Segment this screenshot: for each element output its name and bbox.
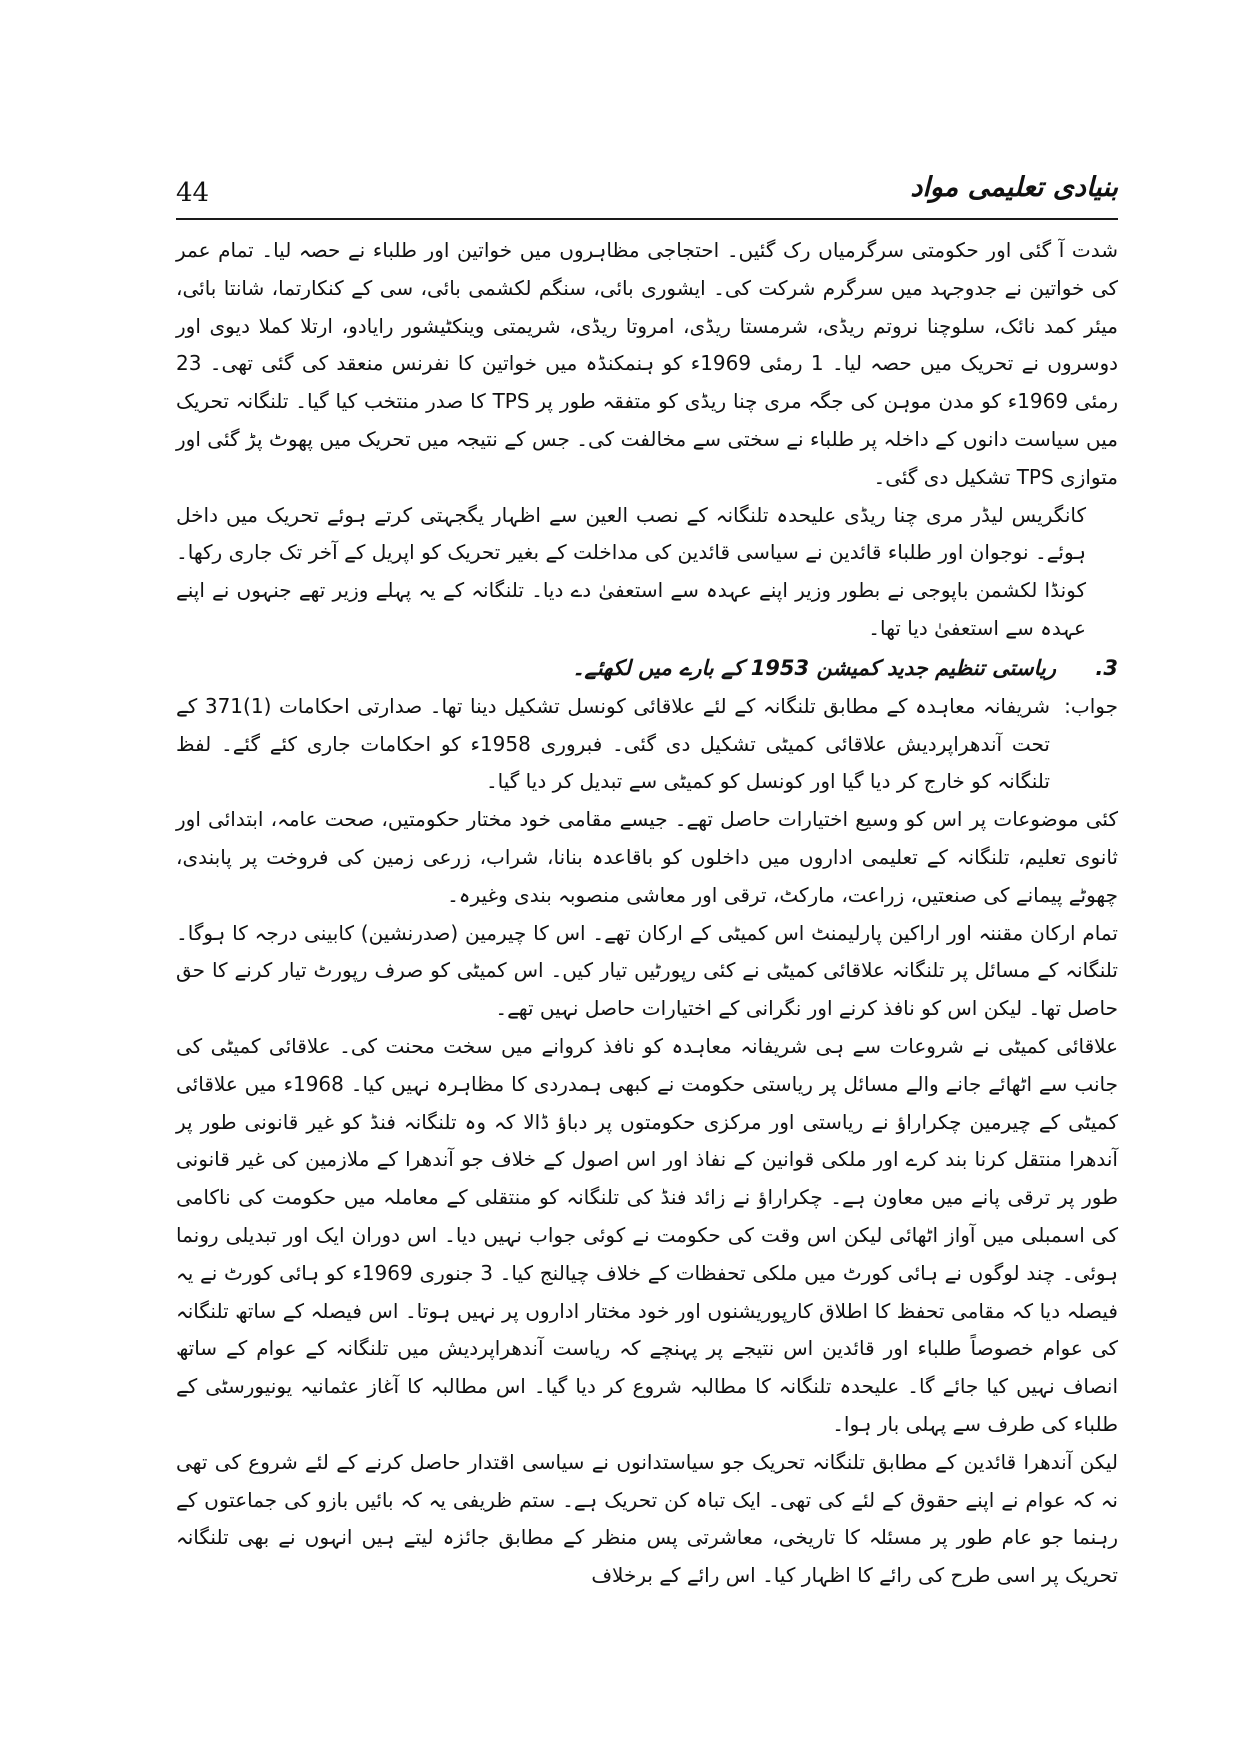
question-number: 3.	[1095, 655, 1118, 680]
answer-label: جواب:	[1064, 693, 1118, 718]
paragraph: کئی موضوعات پر اس کو وسیع اختیارات حاصل تھے۔ جیسے مقامی خود مختار حکومتیں، صحت عامہ، ابتدائی اور ثانوی تعلیم، تلنگانہ کے تعلیمی اداروں میں داخلوں کو باقاعدہ بنانا، شراب، زرعی زمین کی فروخت پر پابندی، چھوٹے پیمانے کی صنعتیں، زراعت، مارکٹ، ترقی اور معاشی منصوبہ بندی وغیرہ۔	[176, 807, 1118, 907]
paragraph: علاقائی کمیٹی نے شروعات سے ہی شریفانہ معاہدہ کو نافذ کروانے میں سخت محنت کی۔ علاقائی کمیٹی کی جانب سے اٹھائے جانے والے مسائل پر ریاستی حکومت نے کبھی ہمدردی کا مظاہرہ نہیں کیا۔ 1968ء میں علاقائی کمیٹی کے چیرمین چکراراؤ نے ریاستی اور مرکزی حکومتوں پر دباؤ ڈالا کہ وہ تلنگانہ فنڈ کو غیر قانونی طور پر آندھرا منتقل کرنا بند کرے اور ملکی قوانین کے نفاذ اور اس اصول کے خلاف جو آندھرا کے ملازمین کی غیر قانونی طور پر ترقی پانے میں معاون ہے۔ چکراراؤ نے زائد فنڈ کی تلنگانہ کو منتقلی کے معاملہ میں حکومت کی ناکامی کی اسمبلی میں آواز اٹھائی لیکن اس وقت کی حکومت نے کوئی جواب نہیں دیا۔ اس دوران ایک اور تبدیلی رونما ہوئی۔ چند لوگوں نے ہائی کورٹ میں ملکی تحفظات کے خلاف چیالنج کیا۔ 3 جنوری 1969ء کو ہائی کورٹ نے یہ فیصلہ دیا کہ مقامی تحفظ کا اطلاق کارپوریشنوں اور خود مختار اداروں پر نہیں ہوتا۔ اس فیصلہ کے ساتھ تلنگانہ کی عوام خصوصاً طلباء اور قائدین اس نتیجے پر پہنچے کہ ریاست آندھراپردیش میں تلنگانہ کے عوام کے ساتھ انصاف نہیں کیا جائے گا۔ علیحدہ تلنگانہ کا مطالبہ شروع کر دیا گیا۔ اس مطالبہ کا آغاز عثمانیہ یونیورسٹی کے طلباء کی طرف سے پہلی بار ہوا۔	[176, 1033, 1118, 1436]
paragraph: شدت آ گئی اور حکومتی سرگرمیاں رک گئیں۔ احتجاجی مظاہروں میں خواتین اور طلباء نے حصہ لیا۔ تمام عمر کی خواتین نے جدوجہد میں سرگرم شرکت کی۔ ایشوری بائی، سنگم لکشمی بائی، سی کے کنکارتما، شانتا بائی، میئر کمد نائک، سلوچنا نروتم ریڈی، شرمستا ریڈی، امروتا ریڈی، شریمتی وینکٹیشور رایادو، ارتلا کملا دیوی اور دوسروں نے تحریک میں حصہ لیا۔ 1 رمئی 1969ء کو ہنمکنڈہ میں خواتین کا نفرنس منعقد کی گئی تھی۔ 23 رمئی 1969ء کو مدن موہن کی جگہ مری چنا ریڈی کو متفقہ طور پر TPS کا صدر منتخب کیا گیا۔ تلنگانہ تحریک میں سیاست دانوں کے داخلہ پر طلباء نے سختی سے مخالفت کی۔ جس کے نتیجہ میں تحریک میں پھوٹ پڑ گئی اور متوازی TPS تشکیل دی گئی۔	[176, 238, 1119, 489]
paragraph: لیکن آندھرا قائدین کے مطابق تلنگانہ تحریک جو سیاستدانوں نے سیاسی اقتدار حاصل کرنے کے لئے شروع کی تھی نہ کہ عوام نے اپنے حقوق کے لئے کی تھی۔ ایک تباہ کن تحریک ہے۔ ستم ظریفی یہ کہ بائیں بازو کی جماعتوں کے رہنما جو عام طور پر مسئلہ کا تاریخی، معاشرتی پس منظر کے مطابق جائزہ لیتے ہیں انہوں نے بھی تلنگانہ تحریک پر اسی طرح کی رائے کا اظہار کیا۔ اس رائے کے برخلاف	[176, 1449, 1118, 1588]
question-heading	[176, 648, 1118, 688]
paragraph: شریفانہ معاہدہ کے مطابق تلنگانہ کے لئے علاقائی کونسل تشکیل دینا تھا۔ صدارتی احکامات (1)371 کے تحت آندھراپردیش علاقائی کمیٹی تشکیل دی گئی۔ فبروری 1958ء کو احکامات جاری کئے گئے۔ لفظ تلنگانہ کو خارج کر دیا گیا اور کونسل کو کمیٹی سے تبدیل کر دیا گیا۔	[176, 693, 1050, 794]
page-number: 44	[176, 178, 210, 208]
answer-block	[176, 688, 1118, 801]
page-content	[176, 232, 1118, 1595]
paragraph: تمام ارکان مقننہ اور اراکین پارلیمنٹ اس کمیٹی کے ارکان تھے۔ اس کا چیرمین (صدرنشین) کابینی درجہ کا ہوگا۔ تلنگانہ کے مسائل پر تلنگانہ علاقائی کمیٹی نے کئی رپورٹیں تیار کیں۔ اس کمیٹی کو صرف رپورٹ تیار کرنے کا حق حاصل تھا۔ لیکن اس کو نافذ کرنے اور نگرانی کے اختیارات حاصل نہیں تھے۔	[176, 920, 1118, 1021]
paragraph: کانگریس لیڈر مری چنا ریڈی علیحدہ تلنگانہ کے نصب العین سے اظہار یگجہتی کرتے ہوئے تحریک میں داخل ہوئے۔ نوجوان اور طلباء قائدین نے سیاسی قائدین کی مداخلت کے بغیر تحریک کو اپریل کے آخر تک جاری رکھا۔ کونڈا لکشمن باپوجی نے بطور وزیر اپنے عہدہ سے استعفیٰ دے دیا۔ تلنگانہ کے یہ پہلے وزیر تھے جنہوں نے اپنے عہدہ سے استعفیٰ دیا تھا۔	[176, 502, 1086, 640]
running-title: بنیادی تعلیمی مواد	[910, 172, 1118, 203]
page-header	[176, 168, 1118, 220]
question-text: ریاستی تنظیم جدید کمیشن 1953 کے بارے میں لکھئے۔	[572, 655, 1056, 680]
